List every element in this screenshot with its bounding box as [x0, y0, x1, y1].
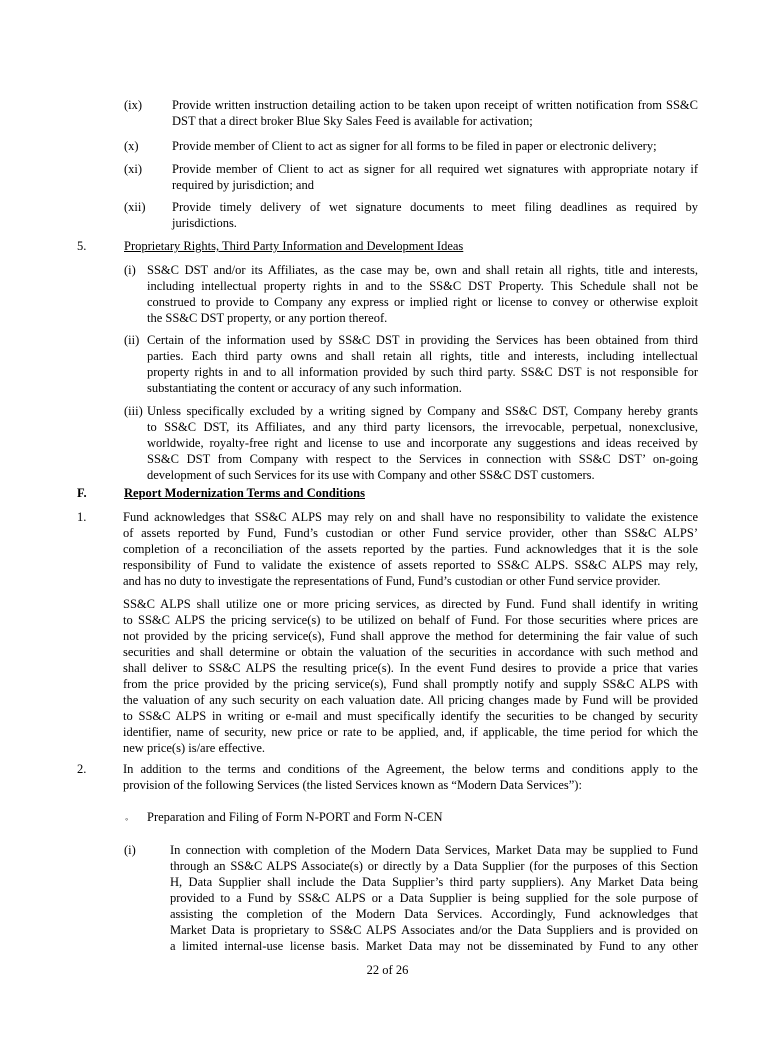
- paragraph-line: SS&C ALPS shall utilize one or more pricing services, as directed by Fund. Fund shall identify in writing: [123, 597, 698, 611]
- paragraph-line: to SS&C ALPS in writing or e-mail and must specifically identify the securities to be changed by security: [123, 709, 698, 723]
- paragraph-line: provision of the following Services (the listed Services known as “Modern Data Services”):: [123, 778, 582, 792]
- clause-line: assisting the completion of the Modern Data Services. Accordingly, Fund acknowledges that: [170, 907, 698, 921]
- section-number: 5.: [77, 239, 87, 253]
- sched-item-number: (xii): [124, 200, 146, 214]
- clause-line: Market Data is proprietary to SS&C ALPS Associates and/or the Data Suppliers and is provided on: [170, 923, 698, 937]
- clause-line: Unless specifically excluded by a writing signed by Company and SS&C DST, Company hereby grants: [147, 404, 698, 418]
- paragraph-line: new price(s) is/are effective.: [123, 741, 266, 755]
- paragraph-line: of assets reported by Fund, Fund’s custodian or other Fund service provider, other than SS&C ALPS’: [123, 526, 698, 540]
- sched-item-line: required by jurisdiction; and: [172, 178, 314, 192]
- paragraph-line: responsibility of Fund to validate the existence of assets reported to SS&C ALPS. SS&C ALPS may rely,: [123, 558, 698, 572]
- clause-line: development of such Services for its use with Company and other SS&C DST customers.: [147, 468, 595, 482]
- paragraph-number: 1.: [77, 510, 87, 524]
- paragraph-line: not provided by the pricing service(s), Fund shall approve the method for determining the fair value of such: [123, 629, 698, 643]
- clause-number: (iii): [124, 404, 143, 418]
- sched-item-line: Provide member of Client to act as signer for all required wet signatures with appropriate notary if: [172, 162, 698, 176]
- paragraph-line: identifier, name of security, new price or rate to be applied, and, if applicable, the time period for which the: [123, 725, 698, 739]
- sched-item-number: (ix): [124, 98, 143, 112]
- paragraph-line: to SS&C ALPS the pricing service(s) to be utilized on behalf of Fund. For those securities where prices are: [123, 613, 698, 627]
- paragraph-line: from the price provided by the pricing service(s), Fund shall promptly notify and supply SS&C ALPS with: [123, 677, 698, 691]
- clause-line: SS&C DST from Company with respect to the Services in connection with SS&C DST’ on-going: [147, 452, 698, 466]
- clause-line: construed to provide to Company any express or implied right or license to convey or otherwise exploit: [147, 295, 698, 309]
- clause-line: property rights in and to all information provided by such third party. SS&C DST is not responsible for: [147, 365, 698, 379]
- clause-line: Certain of the information used by SS&C DST in providing the Services has been obtained from third: [147, 333, 698, 347]
- sched-item-line: Provide member of Client to act as signer for all forms to be filed in paper or electronic delivery;: [172, 139, 657, 153]
- clause-line: a limited internal-use license basis. Market Data may not be disseminated by Fund to any other: [170, 939, 698, 953]
- clause-number: (ii): [124, 333, 140, 347]
- paragraph-number: 2.: [77, 762, 87, 776]
- clause-line: SS&C DST and/or its Affiliates, as the case may be, own and shall retain all rights, title and interests,: [147, 263, 698, 277]
- paragraph-line: In addition to the terms and conditions of the Agreement, the below terms and conditions apply to the: [123, 762, 698, 776]
- bullet-icon: ◦: [125, 814, 129, 824]
- clause-line: parties. Each third party owns and shall retain all rights, title and interests, including intellectual: [147, 349, 698, 363]
- page-number: 22 of 26: [366, 963, 409, 977]
- paragraph-line: completion of a reconciliation of the assets reported by the parties. Fund acknowledges that it is the sole: [123, 542, 698, 556]
- section-letter: F.: [77, 486, 87, 500]
- sched-item-line: Provide timely delivery of wet signature documents to meet filing deadlines as required by: [172, 200, 698, 214]
- clause-line: In connection with completion of the Modern Data Services, Market Data may be supplied to Fund: [170, 843, 698, 857]
- paragraph-line: and has no duty to investigate the representations of Fund, Fund’s custodian or other Fund service provider.: [123, 574, 661, 588]
- clause-line: worldwide, royalty-free right and license to use and incorporate any suggestions and ideas received by: [147, 436, 698, 450]
- clause-line: including intellectual property rights in and to the SS&C DST Property. This Schedule shall not be: [147, 279, 698, 293]
- clause-number: (i): [124, 263, 136, 277]
- section-heading: Report Modernization Terms and Conditions: [124, 486, 365, 500]
- sched-item-number: (x): [124, 139, 139, 153]
- clause-line: through an SS&C ALPS Associate(s) or directly by a Data Supplier (for the purposes of this Section: [170, 859, 698, 873]
- clause-line: provided to a Fund by SS&C ALPS or a Data Supplier is being supplied for the sole purpose of: [170, 891, 698, 905]
- clause-line: the SS&C DST property, or any portion thereof.: [147, 311, 388, 325]
- paragraph-line: Fund acknowledges that SS&C ALPS may rely on and shall have no responsibility to validate the existence: [123, 510, 698, 524]
- clause-line: substantiating the content or accuracy of any such information.: [147, 381, 462, 395]
- bullet-text: Preparation and Filing of Form N-PORT and Form N-CEN: [147, 810, 443, 824]
- sched-item-line: DST that a direct broker Blue Sky Sales Feed is available for activation;: [172, 114, 533, 128]
- clause-number: (i): [124, 843, 136, 857]
- clause-line: to SS&C DST, its Affiliates, and any third party licensors, the irrevocable, perpetual, nonexclusive,: [147, 420, 698, 434]
- sched-item-number: (xi): [124, 162, 143, 176]
- paragraph-line: securities and shall determine or obtain the valuation of the securities in accordance with such method and: [123, 645, 698, 659]
- section-heading: Proprietary Rights, Third Party Information and Development Ideas: [124, 239, 464, 253]
- sched-item-line: jurisdictions.: [172, 216, 237, 230]
- paragraph-line: shall deliver to SS&C ALPS the resulting price(s). In the event Fund desires to provide a price that varies: [123, 661, 698, 675]
- paragraph-line: the valuation of any such security on each valuation date. All pricing changes made by Fund will be provided: [123, 693, 698, 707]
- sched-item-line: Provide written instruction detailing action to be taken upon receipt of written notification from SS&C: [172, 98, 698, 112]
- clause-line: H, Data Supplier shall include the Data Supplier’s third party suppliers). Any Market Data being: [170, 875, 698, 889]
